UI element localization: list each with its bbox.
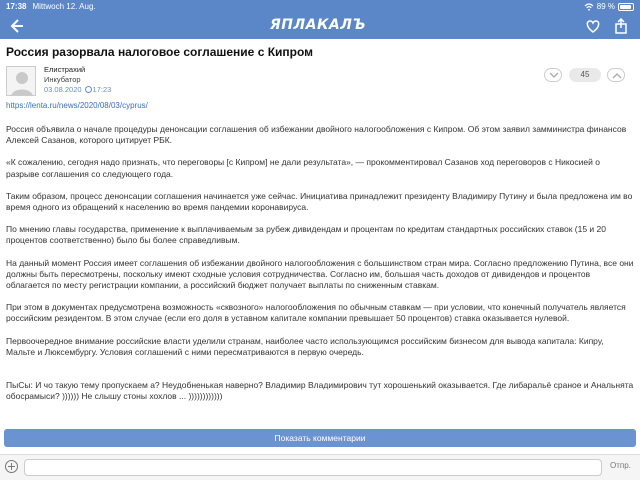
site-logo[interactable]: ЯПЛАКАЛЪ — [270, 17, 367, 33]
show-comments-area — [0, 428, 640, 454]
source-link[interactable]: https://lenta.ru/news/2020/08/03/cyprus/ — [6, 101, 148, 110]
status-bar — [0, 0, 640, 13]
post-paragraph: При этом в документах предусмотрена возможность «сквозного» налогообложения по обычным ставкам — при условии, что конечный получатель является российским резидентом. В этом случае (если его доля в уставном капитале компании превышает 50 процентов) ставка оказывается нулевой. — [6, 302, 626, 324]
post-paragraph: По мнению главы государства, применение к выплачиваемым за рубеж дивидендам и процентам по кредитам стандартных российских ставок (15 и 20 процентов соответственно) было бы более справедливым. — [6, 224, 607, 246]
post-paragraph: ПыСы: И чо такую тему пропускаем а? Неудобненькая наверно? Владимир Владимирович тут хорошенький оказывается. Где либаральё сраное и Анальнята обосрамыси? )))))) Не слышу стоны хохлов ... )))))))))))) — [6, 380, 634, 402]
show-comments-button[interactable]: Показать комментарии — [4, 429, 636, 447]
avatar[interactable] — [6, 66, 36, 96]
post-paragraph: Россия объявила о начале процедуры денонсации соглашения об избежании двойного налогообложения с Кипром. Об этом заявил замминистра финансов Алексей Сазанов, которого цитирует РБК. — [6, 124, 627, 146]
back-icon[interactable] — [8, 17, 26, 35]
nav-bar — [0, 13, 640, 39]
author-rank: Инкубатор — [44, 75, 81, 84]
author-name[interactable]: Елистрахий — [44, 65, 86, 74]
post-paragraph: «К сожалению, сегодня надо признать, что переговоры [с Кипром] не дали результата», — прокомментировал Сазанов ход переговоров с Никосией о разрыве соглашения со следующего года. — [6, 157, 600, 179]
post-title: Россия разорвала налоговое соглашение с Кипром — [6, 45, 314, 59]
share-icon[interactable] — [612, 17, 630, 35]
heart-icon[interactable] — [584, 17, 602, 35]
user-icon — [7, 67, 36, 96]
send-button[interactable]: Отпр. — [610, 461, 631, 470]
post-date: 03.08.2020 — [44, 85, 82, 94]
chevron-up-icon — [612, 72, 622, 79]
status-time: 17:38 — [6, 2, 27, 11]
comment-bar — [0, 454, 640, 480]
clock-icon — [85, 86, 92, 93]
vote-up-button[interactable] — [607, 68, 625, 82]
post-content — [0, 39, 640, 428]
post-time: 17:23 — [92, 85, 112, 94]
author-info — [44, 65, 111, 95]
post-paragraph: Таким образом, процесс денонсации соглашения начинается уже сейчас. Инициатива принадлежит президенту Владимиру Путину и была предложена им во время одного из обращений к населению во время пандемии коронавируса. — [6, 190, 633, 213]
wifi-icon — [584, 3, 594, 11]
status-right — [584, 2, 634, 11]
battery-icon — [618, 3, 634, 11]
battery-percent: 89 % — [596, 2, 615, 11]
chevron-down-icon — [549, 72, 559, 79]
post-datetime — [44, 85, 111, 95]
post-paragraph: На данный момент Россия имеет соглашения об избежании двойного налогообложения с большинством стран мира. Согласно предложению Путина, все они должны быть пересмотрены, поскольку имеют сходные условия сотрудничества. Согласно им, большая часть доходов от дивидендов и процентов облагается по месту регистрации компании, а российский бюджет получает выплаты по сниженным ставкам. — [6, 257, 634, 291]
status-date: Mittwoch 12. Aug. — [32, 2, 96, 11]
add-icon[interactable] — [5, 460, 18, 473]
author-row — [6, 65, 634, 99]
comment-input[interactable] — [24, 459, 602, 476]
post-score: 45 — [569, 68, 601, 82]
post-paragraph: Первоочередное внимание российские власти уделили странам, наиболее часто использующимся российским бизнесом для вывода капитала: Кипру, Мальте и Люксембургу. Условия соглашений с ними пересматриваются в первую очередь. — [6, 335, 604, 357]
vote-down-button[interactable] — [544, 68, 562, 82]
